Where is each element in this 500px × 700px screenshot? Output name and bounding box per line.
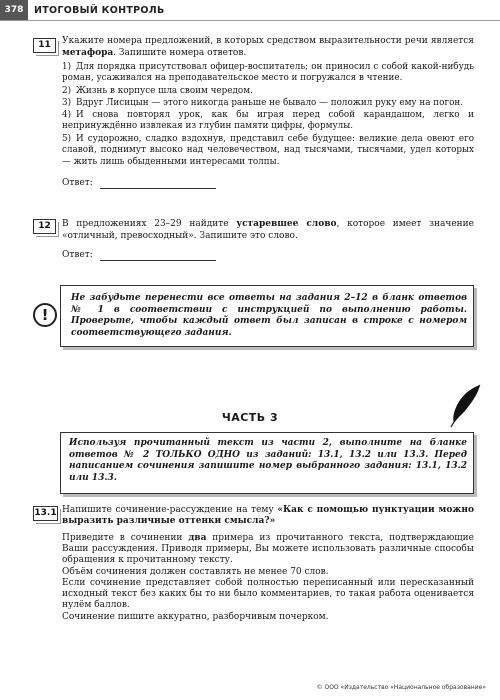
section-title: ИТОГОВЫЙ КОНТРОЛЬ	[34, 5, 165, 16]
part3-instruction-box	[60, 432, 474, 494]
task11-answer-label: Ответ:	[62, 178, 93, 188]
task-number-13-1: 13.1	[33, 506, 58, 521]
task11-option-4: 4) И снова повторял урок, как бы играя перед собой карандашом, легко и непринуждённо извлекая из глубин памяти цифры, формулы.	[62, 110, 474, 132]
task11-answer-field[interactable]	[100, 188, 216, 189]
task11-option-3: 3) Вдруг Лисицын — этого никогда раньше не бывало — положил руку ему на погон.	[62, 98, 464, 108]
task11-option-1: 1) Для порядка присутствовал офицер-воспитатель; он приносил с собой какой-нибудь роман, усаживался на преподавательское место и погружался в чтение.	[62, 62, 474, 84]
page-number: 378	[0, 0, 28, 20]
part3-instruction-text: Используя прочитанный текст из части 2, выполните на бланке ответов № 2 ТОЛЬКО ОДНО из заданий: 13.1, 13.2 или 13.3. Перед написанием сочинения запишите номер выбранного задания: 13.1, 13.2 или 13.3.	[69, 438, 467, 483]
task-number-12: 12	[33, 219, 56, 234]
task13-1-handwriting-note: Сочинение пишите аккуратно, разборчивым почерком.	[62, 612, 329, 622]
task12-answer-label: Ответ:	[62, 250, 93, 260]
header-divider	[0, 20, 500, 21]
page-header	[0, 0, 500, 22]
task-number-11: 11	[33, 38, 56, 53]
feather-quill-icon	[448, 383, 482, 429]
task12-prompt: В предложениях 23–29 найдите устаревшее слово, которое имеет значение «отличный, превосходный». Запишите это слово.	[62, 219, 474, 241]
task13-1-examples-instruction: Приведите в сочинении два примера из прочитанного текста, подтверждающие Ваши рассуждения. Приводя примеры, Вы можете использовать различные способы обращения к прочитанному тексту.	[62, 533, 474, 566]
task12-answer-field[interactable]	[100, 260, 216, 261]
transfer-notice-text: Не забудьте перенести все ответы на задания 2–12 в бланк ответов № 1 в соответствии с инструкцией по выполнению работы. Проверьте, чтобы каждый ответ был записан в строке с номером соответствующего задания.	[71, 293, 467, 338]
task11-option-5: 5) И судорожно, сладко вздохнув, представил себе будущее: великие дела овеют его славой, поднимут высоко над человечеством, над тысячами, тысячами, удел которых — жить лишь обыденными интересами толпы.	[62, 134, 474, 167]
transfer-notice-box	[60, 285, 474, 347]
task13-1-prompt: Напишите сочинение-рассуждение на тему «Как с помощью пунктуации можно выразить различные оттенки смысла?»	[62, 505, 474, 527]
exclamation-icon: !	[33, 303, 57, 327]
part3-title: ЧАСТЬ 3	[221, 411, 279, 424]
copyright-footer: © ООО «Издательство «Национальное образование»	[316, 684, 486, 691]
task11-prompt: Укажите номера предложений, в которых средством выразительности речи является метафора. Запишите номера ответов.	[62, 36, 474, 58]
task11-option-2: 2) Жизнь в корпусе шла своим чередом.	[62, 86, 253, 96]
task13-1-length-requirement: Объём сочинения должен составлять не менее 70 слов.	[62, 567, 329, 577]
task13-1-scoring-note: Если сочинение представляет собой полностью переписанный или пересказанный исходный текст без каких бы то ни было комментариев, то такая работа оценивается нулём баллов.	[62, 578, 474, 611]
